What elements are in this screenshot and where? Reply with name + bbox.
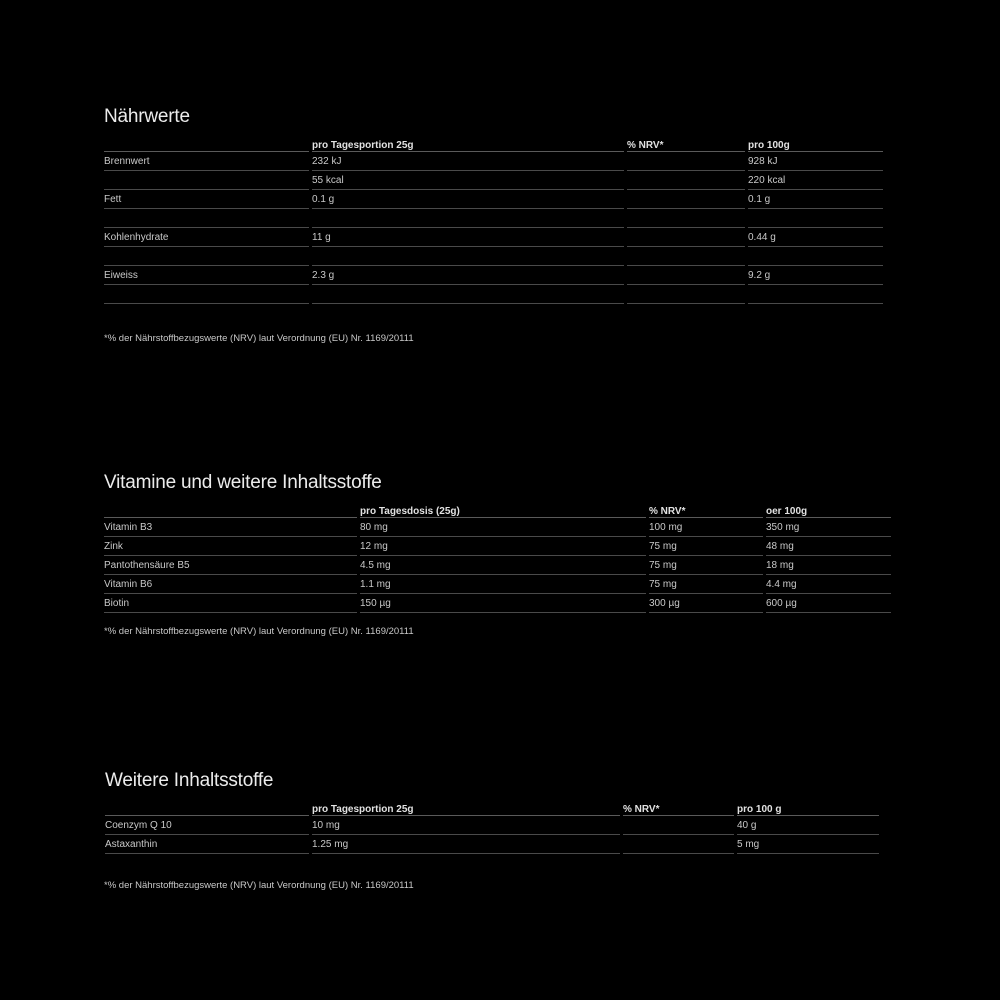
section-title: Vitamine und weitere Inhaltsstoffe (104, 472, 382, 493)
cell-value (312, 247, 624, 266)
row-label: Coenzym Q 10 (105, 816, 309, 835)
table-row (104, 575, 891, 594)
cell-value: 2.3 g (312, 266, 624, 285)
row-label (104, 171, 309, 190)
table-row (104, 594, 891, 613)
cell-value: 928 kJ (748, 152, 883, 171)
cell-value (312, 209, 624, 228)
table-row (104, 518, 891, 537)
cell-value (627, 152, 745, 171)
column-header: pro 100g (748, 134, 883, 152)
column-header: % NRV* (649, 500, 763, 518)
cell-value: 75 mg (649, 575, 763, 594)
row-label: Zink (104, 537, 357, 556)
cell-value (627, 266, 745, 285)
cell-value: 80 mg (360, 518, 646, 537)
row-label (104, 247, 309, 266)
cell-value: 9.2 g (748, 266, 883, 285)
cell-value: 10 mg (312, 816, 620, 835)
vitamine-table (104, 500, 891, 613)
table-row (104, 266, 883, 285)
cell-value (627, 209, 745, 228)
cell-value: 11 g (312, 228, 624, 247)
cell-value (623, 816, 734, 835)
cell-value: 5 mg (737, 835, 879, 854)
cell-value (627, 171, 745, 190)
row-label: Brennwert (104, 152, 309, 171)
column-header: % NRV* (627, 134, 745, 152)
table-row (104, 556, 891, 575)
cell-value: 1.25 mg (312, 835, 620, 854)
table-row (104, 190, 883, 209)
cell-value (748, 247, 883, 266)
cell-value (627, 228, 745, 247)
cell-value (748, 209, 883, 228)
column-header (104, 134, 309, 152)
footnote: *% der Nährstoffbezugswerte (NRV) laut Verordnung (EU) Nr. 1169/20111 (104, 880, 414, 891)
column-header (104, 500, 357, 518)
row-label: Eiweiss (104, 266, 309, 285)
table-row (104, 247, 883, 266)
row-label: Biotin (104, 594, 357, 613)
cell-value: 55 kcal (312, 171, 624, 190)
cell-value: 4.4 mg (766, 575, 891, 594)
cell-value (627, 247, 745, 266)
row-label: Astaxanthin (105, 835, 309, 854)
column-header: pro 100 g (737, 798, 879, 816)
column-header: pro Tagesportion 25g (312, 134, 624, 152)
cell-value: 75 mg (649, 537, 763, 556)
cell-value (627, 285, 745, 304)
cell-value: 150 µg (360, 594, 646, 613)
cell-value: 1.1 mg (360, 575, 646, 594)
cell-value (748, 285, 883, 304)
cell-value: 600 µg (766, 594, 891, 613)
cell-value: 350 mg (766, 518, 891, 537)
weitere-table (105, 798, 879, 854)
row-label: Fett (104, 190, 309, 209)
cell-value: 12 mg (360, 537, 646, 556)
column-header: pro Tagesportion 25g (312, 798, 620, 816)
table-row (105, 816, 879, 835)
table-row (104, 537, 891, 556)
column-header (105, 798, 309, 816)
table-header-row (104, 134, 883, 152)
footnote: *% der Nährstoffbezugswerte (NRV) laut Verordnung (EU) Nr. 1169/20111 (104, 333, 414, 344)
table-row (104, 171, 883, 190)
cell-value (623, 835, 734, 854)
table-row (105, 835, 879, 854)
cell-value: 220 kcal (748, 171, 883, 190)
footnote: *% der Nährstoffbezugswerte (NRV) laut Verordnung (EU) Nr. 1169/20111 (104, 626, 414, 637)
column-header: oer 100g (766, 500, 891, 518)
naehrwerte-table (104, 134, 883, 304)
cell-value: 100 mg (649, 518, 763, 537)
table-header-row (105, 798, 879, 816)
cell-value: 75 mg (649, 556, 763, 575)
section-title: Weitere Inhaltsstoffe (105, 770, 274, 791)
column-header: pro Tagesdosis (25g) (360, 500, 646, 518)
row-label: Vitamin B3 (104, 518, 357, 537)
row-label (104, 285, 309, 304)
section-title: Nährwerte (104, 106, 190, 127)
cell-value: 4.5 mg (360, 556, 646, 575)
cell-value: 18 mg (766, 556, 891, 575)
cell-value: 232 kJ (312, 152, 624, 171)
cell-value: 0.1 g (312, 190, 624, 209)
cell-value: 300 µg (649, 594, 763, 613)
table-row (104, 152, 883, 171)
cell-value: 48 mg (766, 537, 891, 556)
row-label (104, 209, 309, 228)
column-header: % NRV* (623, 798, 734, 816)
table-header-row (104, 500, 891, 518)
cell-value: 0.44 g (748, 228, 883, 247)
row-label: Kohlenhydrate (104, 228, 309, 247)
table-row (104, 209, 883, 228)
table-row (104, 285, 883, 304)
cell-value (312, 285, 624, 304)
row-label: Pantothensäure B5 (104, 556, 357, 575)
cell-value: 0.1 g (748, 190, 883, 209)
row-label: Vitamin B6 (104, 575, 357, 594)
cell-value: 40 g (737, 816, 879, 835)
cell-value (627, 190, 745, 209)
table-row (104, 228, 883, 247)
